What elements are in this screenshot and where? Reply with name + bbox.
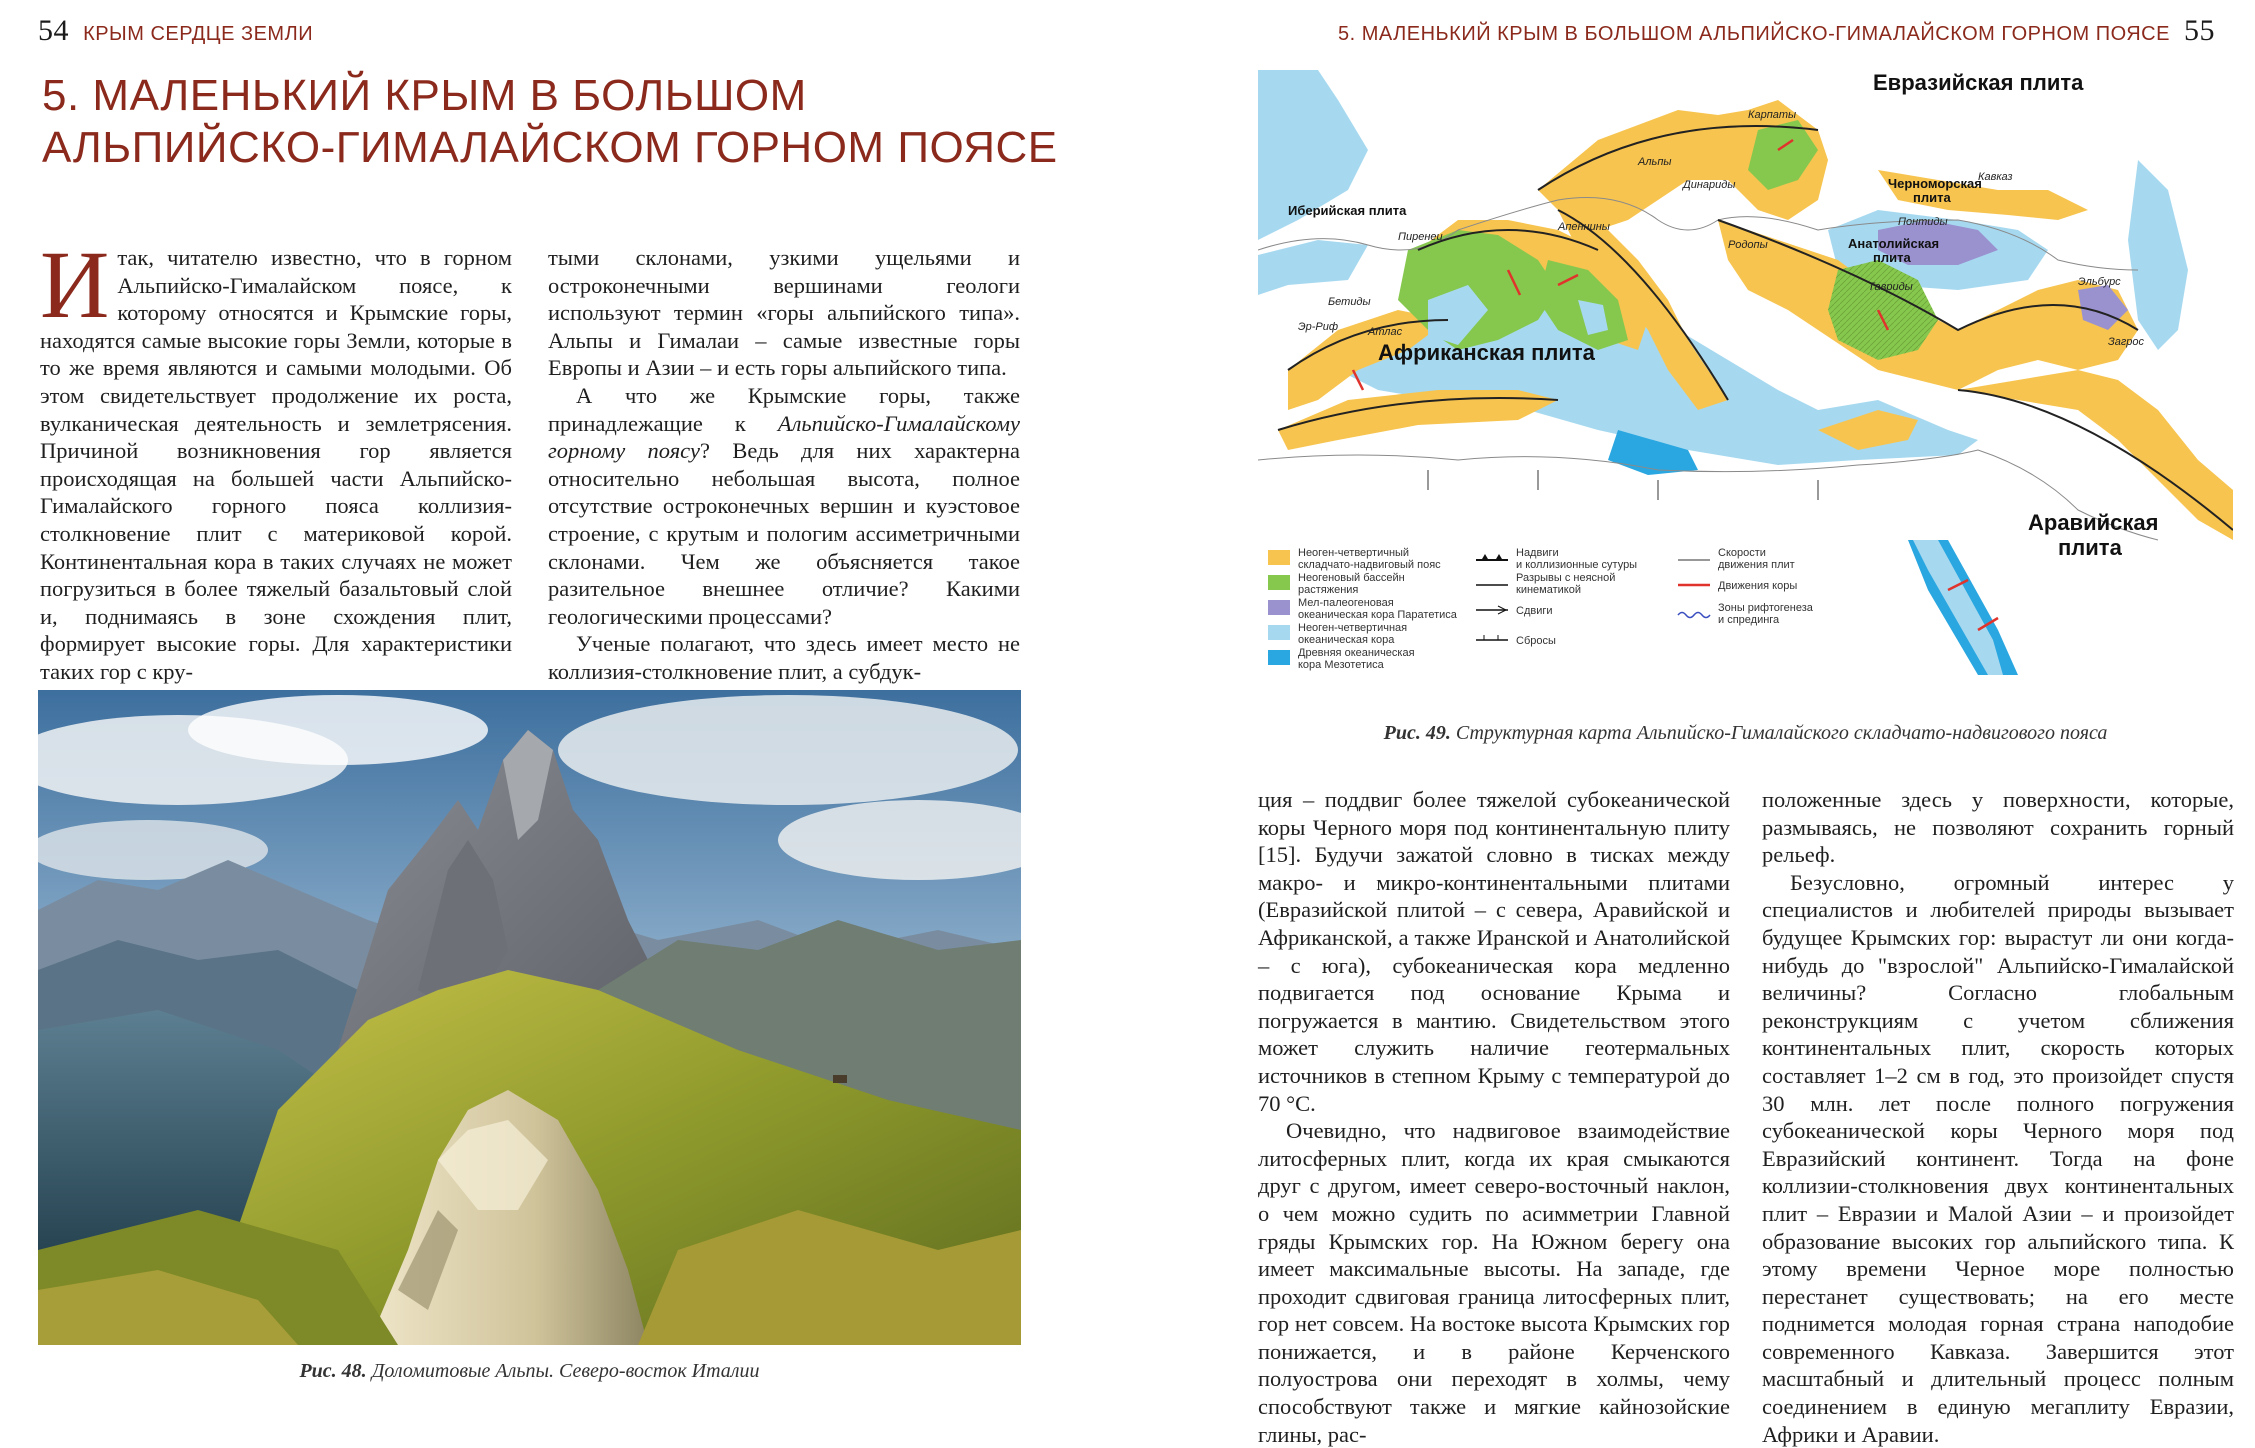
black-sea-plate-label-2: плита (1913, 190, 1951, 205)
left-col1-p1-text: так, читателю известно, что в горном Альпийско-Гималайском поясе, к которому относятся и Крымские горы, находятся самые высокие горы Земли, которые в то же время являются и самыми молодыми. Об этом свидетельствует продолжение их роста, вулканическая деятельность и землетрясения. Причиной возникновения гор является происходящая на большей части Альпийско-Гималайского горного пояса коллизия-столкновение плит с материковой корой. Континентальная кора в таких случаях не может погрузиться в более тяжелый базальтовый слой и, поднимаясь в зоне схождения плит, формирует высокие горы. Для характеристики таких гор с кру- (40, 245, 512, 684)
elburz-label: Эльбурс (2078, 276, 2121, 288)
legend-fault-a: Разрывы с неясной (1516, 572, 1616, 584)
betics-label: Бетиды (1328, 296, 1371, 308)
legend-normal-fault: Сбросы (1516, 635, 1556, 647)
eurasian-plate-label: Евразийская плита (1873, 70, 2084, 95)
legend-plate-speed-a: Скорости (1718, 547, 1766, 559)
structural-map (1258, 70, 2233, 675)
legend-mesotethys-b: кора Мезотетиса (1298, 659, 1384, 671)
legend-thrust-a: Надвиги (1516, 547, 1559, 559)
left-page (0, 0, 1127, 1390)
taurides-label: Тавриды (1868, 281, 1913, 293)
legend-paratethys-b: океаническая кора Паратетиса (1298, 609, 1457, 621)
caucasus-label: Кавказ (1978, 171, 2013, 183)
chapter-title-line-1: 5. МАЛЕНЬКИЙ КРЫМ В БОЛЬШОМ (42, 71, 807, 120)
photo-caption-number: Рис. 48. (299, 1360, 367, 1382)
arabian-plate-label-2: плита (2058, 535, 2122, 560)
left-text-column-1 (40, 231, 512, 686)
left-col2-paragraph-1: тыми склонами, узкими ущельями и остроконечными вершинами геологи используют термин «горы альпийского типа». Альпы и Гималаи – самые известные горы Европы и Азии – и есть горы альпийского типа. (548, 245, 1020, 381)
legend-basin-b: растяжения (1298, 584, 1359, 596)
right-col2-paragraph-1: положенные здесь у поверхности, которые, размываясь, не позволяют сохранить горный рельеф. (1762, 787, 2234, 868)
rhodopes-label: Родопы (1728, 239, 1768, 251)
african-plate-label: Африканская плита (1378, 340, 1595, 365)
legend-ocean-a: Неоген-четвертичная (1298, 622, 1408, 634)
legend-fold-belt-a: Неоген-четвертичный (1298, 547, 1410, 559)
dolomites-photo (38, 690, 1021, 1345)
left-text-column-2 (548, 244, 1020, 686)
right-running-head-text: 5. МАЛЕНЬКИЙ КРЫМ В БОЛЬШОМ АЛЬПИЙСКО-ГИМАЛАЙСКОМ ГОРНОМ ПОЯСЕ (1337, 23, 2170, 45)
apennines-label: Апеннины (1558, 221, 1610, 233)
dropcap: И (40, 231, 110, 338)
left-col1-paragraph-1 (40, 231, 512, 686)
photo-caption-text: Доломитовые Альпы. Северо-восток Италии (371, 1360, 760, 1382)
legend-fault-b: кинематикой (1516, 584, 1581, 596)
pyrenees-label: Пиренеи (1398, 231, 1443, 243)
map-caption-number: Рис. 49. (1383, 722, 1451, 744)
right-page-number: 55 (2184, 14, 2215, 47)
legend-rift-a: Зоны рифтогенеза (1718, 602, 1813, 614)
legend-thrust-b: и коллизионные сутуры (1516, 559, 1638, 571)
left-col2-paragraph-2 (548, 382, 1020, 630)
left-running-head-text: КРЫМ СЕРДЦЕ ЗЕМЛИ (83, 23, 314, 45)
anatolian-plate-label-2: плита (1873, 250, 1911, 265)
dinarides-label: Динариды (1683, 179, 1736, 191)
right-running-head (1338, 14, 2215, 48)
anatolian-plate-label-1: Анатолийская (1848, 236, 1940, 251)
atlas-label: Атлас (1368, 326, 1403, 338)
er-rif-label: Эр-Риф (1298, 321, 1339, 333)
photo-caption (38, 1360, 1021, 1383)
left-col2-p2-before: А что же Крымские горы, также принадлежащие к (548, 382, 1020, 436)
legend-mesotethys-a: Древняя океаническая (1298, 647, 1415, 659)
legend-rift-b: и спрединга (1718, 614, 1780, 626)
iberian-plate-label: Иберийская плита (1288, 203, 1407, 218)
legend-strike-slip: Сдвиги (1516, 605, 1553, 617)
zagros-label: Загрос (2108, 336, 2145, 348)
chapter-title (42, 70, 1082, 174)
arabian-plate-label-1: Аравийская (2028, 510, 2159, 535)
right-col1-paragraph-2: Очевидно, что надвиговое взаимодействие литосферных плит, когда их края смыкаются друг с другом, имеет северо-восточный наклон, о чем можно судить по асимметрии Главной гряды Крымских гор. На Южном берегу она имеет максимальные высоты. На западе, где проходит сдвиговая граница литосферных плит, гор нет совсем. На востоке высота Крымских гор понижается, и в районе Керченского полуострова они переходят в холмы, чему способствуют также и мягкие кайнозойские глины, рас- (1258, 1118, 1730, 1447)
pontides-label: Понтиды (1898, 216, 1948, 228)
map-caption-text: Структурная карта Альпийско-Гималайского складчато-надвигового пояса (1455, 722, 2108, 744)
right-text-column-2 (1762, 786, 2234, 1448)
right-text-column-1 (1258, 786, 1730, 1448)
left-col2-paragraph-3: Ученые полагают, что здесь имеет место не коллизия-столкновение плит, а субдук- (548, 631, 1020, 684)
right-col2-paragraph-2: Безусловно, огромный интерес у специалистов и любителей природы вызывает будущее Крымских гор: вырастут ли они когда-нибудь до "взрослой" Альпийско-Гималайской величины? Согласно глобальным реконструкциям с учетом сближения континентальных плит, скорость которых составляет 1–2 см в год, это произойдет спустя 30 млн. лет после полного погружения субокеанической коры Черного моря под Евразийский континент. Тогда на фоне коллизии-столкновения двух континентальных плит – Евразии и Малой Азии – и произойдет образование высоких гор альпийского типа. К этому времени Черное море полностью перестанет существовать; на его месте поднимется молодая горная страна наподобие современного Кавказа. Завершится этот масштабный и длительный процесс полным соединением в единую мегаплиту Евразии, Африки и Аравии. (1762, 869, 2234, 1447)
legend-fold-belt-b: складчато-надвиговый пояс (1298, 559, 1441, 571)
legend-crust-motion: Движения коры (1718, 580, 1798, 592)
legend-ocean-b: океаническая кора (1298, 634, 1395, 646)
carpathians-label: Карпаты (1748, 109, 1797, 121)
right-col1-paragraph-1: ция – поддвиг более тяжелой субокеанической коры Черного моря под континентальную плиту [15]. Будучи зажатой словно в тисках между макро- и микро-континентальными плитами (Евразийской плитой – с севера, Аравийской и Африканской, а также Иранской и Анатолийской – с юга), субокеаническая кора медленно подвигается под основание Крыма и погружается в мантию. Свидетельством этого может служить наличие геотермальных источников в степном Крыму с температурой до 70 °С. (1258, 787, 1730, 1116)
legend-plate-speed-b: движения плит (1718, 559, 1795, 571)
left-page-number: 54 (38, 14, 69, 47)
black-sea-plate-label-1: Черноморская (1888, 176, 1982, 191)
legend-paratethys-a: Мел-палеогеновая (1298, 597, 1394, 609)
map-caption (1258, 722, 2233, 745)
alps-label: Альпы (1638, 156, 1672, 168)
map-legend (1268, 547, 1814, 671)
chapter-title-line-2: АЛЬПИЙСКО-ГИМАЛАЙСКОМ ГОРНОМ ПОЯСЕ (42, 123, 1058, 172)
legend-basin-a: Неогеновый бассейн (1298, 572, 1405, 584)
left-col2-p2-italic: Альпийско-Гималайскому горному поясу (548, 410, 1020, 464)
left-col2-p2-after: ? Ведь для них характерна относительно небольшая высота, полное отсутствие остроконечных вершин и куэстовое строение, с крутым и пологим ассиметричными склонами. Чем же объясняется такое разительное внешнее отличие? Какими геологическими процессами? (548, 438, 1020, 629)
left-running-head (38, 14, 313, 48)
